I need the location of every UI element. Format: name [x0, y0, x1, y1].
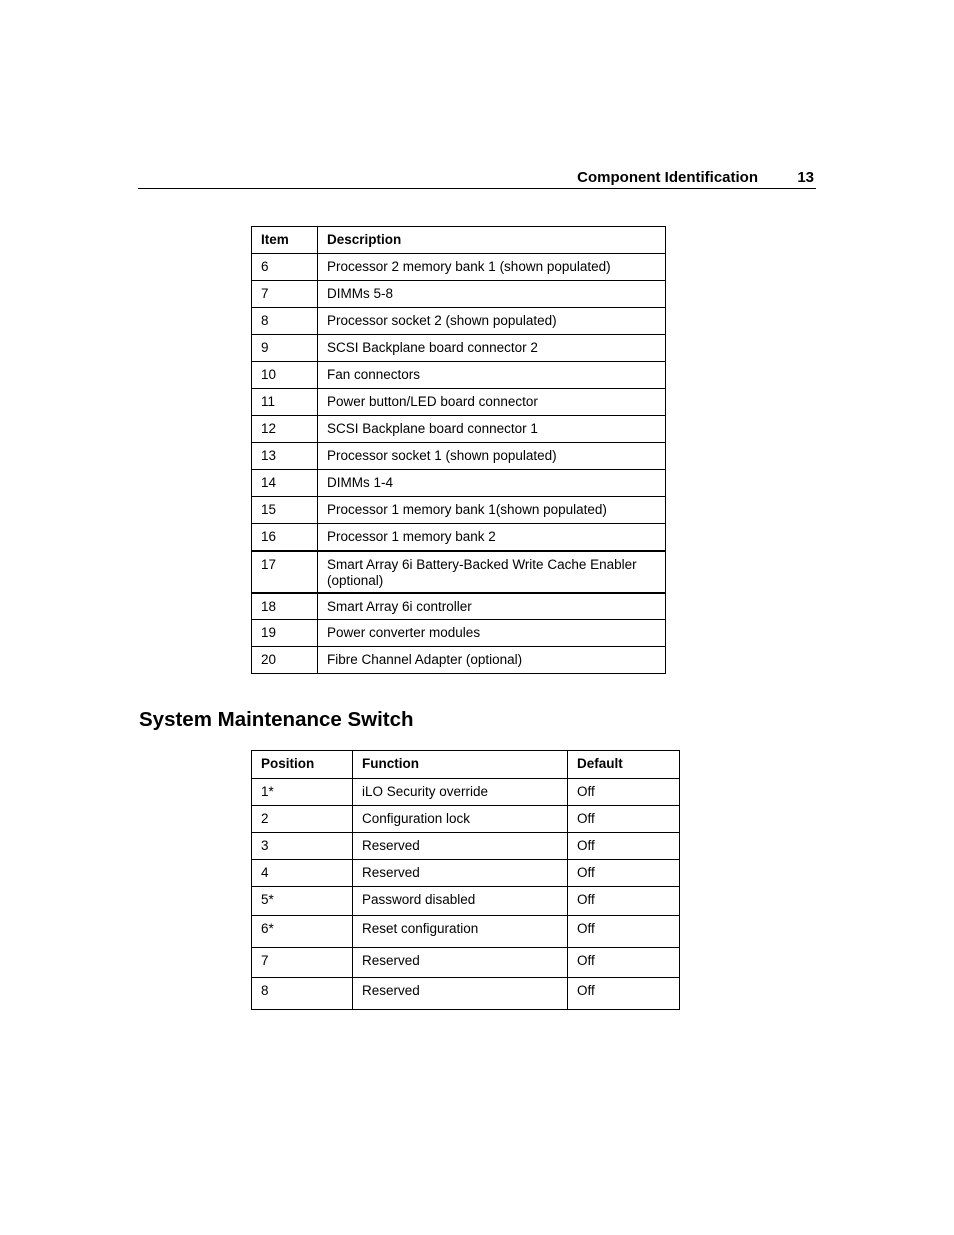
switch-function: Reserved	[353, 860, 568, 887]
item-number: 15	[252, 497, 318, 524]
switch-function: Reserved	[353, 833, 568, 860]
item-description: SCSI Backplane board connector 2	[318, 335, 666, 362]
switch-function: Configuration lock	[353, 806, 568, 833]
table-row	[252, 593, 666, 620]
switch-position: 6*	[252, 916, 353, 948]
item-number: 18	[252, 593, 318, 620]
item-description: Processor socket 2 (shown populated)	[318, 308, 666, 335]
maintenance-switch-table	[251, 750, 680, 1010]
item-description: DIMMs 5-8	[318, 281, 666, 308]
switch-function: Password disabled	[353, 887, 568, 916]
table-row	[252, 497, 666, 524]
item-number: 16	[252, 524, 318, 551]
item-number: 17	[252, 551, 318, 593]
switch-default: Off	[568, 860, 680, 887]
switch-position: 8	[252, 978, 353, 1010]
table-row	[252, 470, 666, 497]
table-row	[252, 551, 666, 593]
table-row	[252, 647, 666, 674]
column-header-position: Position	[252, 751, 353, 779]
switch-function: Reserved	[353, 978, 568, 1010]
switch-default: Off	[568, 779, 680, 806]
table-row	[252, 524, 666, 551]
column-header-item: Item	[252, 227, 318, 254]
switch-function: Reset configuration	[353, 916, 568, 948]
item-number: 13	[252, 443, 318, 470]
switch-position: 1*	[252, 779, 353, 806]
item-description: Smart Array 6i controller	[318, 593, 666, 620]
table-row	[252, 254, 666, 281]
table-row	[252, 362, 666, 389]
column-header-function: Function	[353, 751, 568, 779]
switch-default: Off	[568, 806, 680, 833]
item-number: 12	[252, 416, 318, 443]
table-row	[252, 806, 680, 833]
switch-position: 4	[252, 860, 353, 887]
item-number: 10	[252, 362, 318, 389]
item-description: Processor 1 memory bank 1(shown populated)	[318, 497, 666, 524]
table-row	[252, 978, 680, 1010]
item-description: Processor 2 memory bank 1 (shown populated)	[318, 254, 666, 281]
item-description: Smart Array 6i Battery-Backed Write Cache Enabler (optional)	[318, 551, 666, 593]
table-row	[252, 916, 680, 948]
table-row	[252, 389, 666, 416]
item-description: DIMMs 1-4	[318, 470, 666, 497]
item-number: 20	[252, 647, 318, 674]
switch-position: 7	[252, 948, 353, 978]
switch-position: 2	[252, 806, 353, 833]
table-row	[252, 335, 666, 362]
switch-default: Off	[568, 916, 680, 948]
table-row	[252, 860, 680, 887]
item-description: Fibre Channel Adapter (optional)	[318, 647, 666, 674]
running-header	[138, 168, 816, 189]
item-description: Power converter modules	[318, 620, 666, 647]
section-title: Component Identification	[577, 169, 758, 186]
section-heading: System Maintenance Switch	[139, 708, 414, 731]
switch-default: Off	[568, 948, 680, 978]
switch-default: Off	[568, 978, 680, 1010]
item-number: 8	[252, 308, 318, 335]
item-number: 9	[252, 335, 318, 362]
item-number: 6	[252, 254, 318, 281]
table-row	[252, 948, 680, 978]
column-header-description: Description	[318, 227, 666, 254]
component-items-table	[251, 226, 666, 674]
item-number: 11	[252, 389, 318, 416]
switch-position: 3	[252, 833, 353, 860]
item-description: Fan connectors	[318, 362, 666, 389]
table-row	[252, 833, 680, 860]
table-row	[252, 620, 666, 647]
item-number: 19	[252, 620, 318, 647]
column-header-default: Default	[568, 751, 680, 779]
item-number: 14	[252, 470, 318, 497]
table-row	[252, 887, 680, 916]
item-description: Processor socket 1 (shown populated)	[318, 443, 666, 470]
switch-function: Reserved	[353, 948, 568, 978]
table-row	[252, 443, 666, 470]
table-row	[252, 416, 666, 443]
table-header-row	[252, 227, 666, 254]
item-description: Processor 1 memory bank 2	[318, 524, 666, 551]
switch-position: 5*	[252, 887, 353, 916]
page-number: 13	[797, 169, 814, 186]
switch-default: Off	[568, 887, 680, 916]
table-row	[252, 779, 680, 806]
switch-function: iLO Security override	[353, 779, 568, 806]
item-number: 7	[252, 281, 318, 308]
table-row	[252, 281, 666, 308]
table-header-row	[252, 751, 680, 779]
table-row	[252, 308, 666, 335]
switch-default: Off	[568, 833, 680, 860]
item-description: Power button/LED board connector	[318, 389, 666, 416]
item-description: SCSI Backplane board connector 1	[318, 416, 666, 443]
